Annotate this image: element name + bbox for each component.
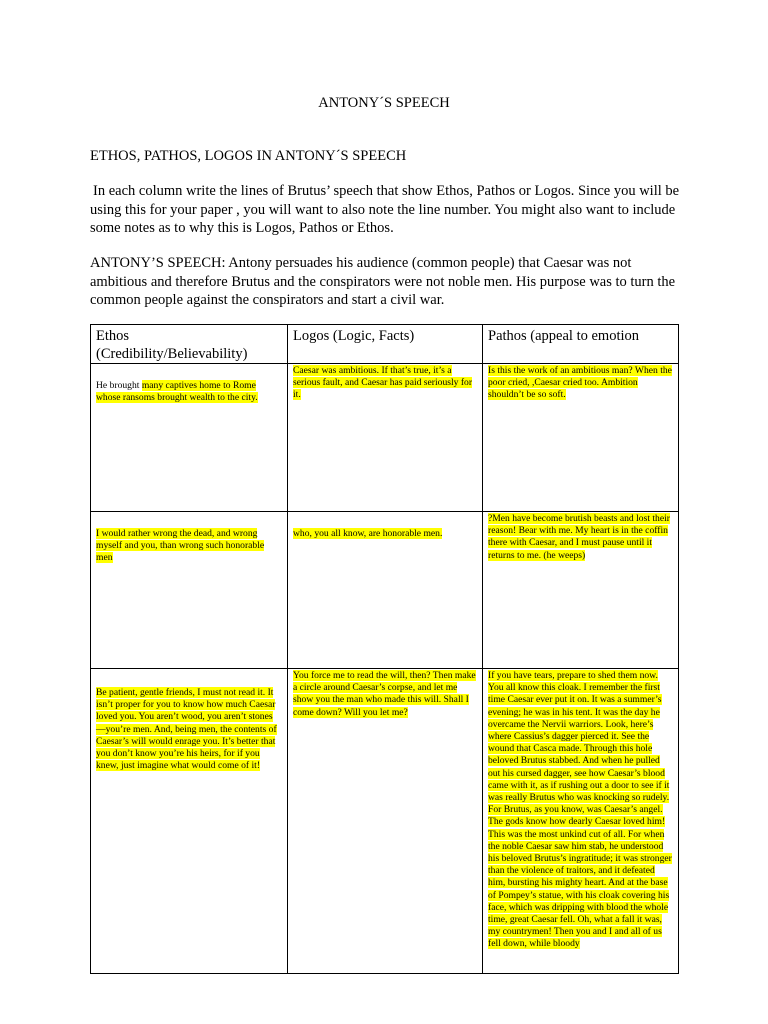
logos-cell bbox=[288, 669, 483, 974]
table-row bbox=[91, 512, 679, 669]
ethos-plain-text: He brought bbox=[96, 380, 142, 391]
summary-paragraph: ANTONY’S SPEECH: Antony persuades his audience (common people) that Caesar was not ambitious and therefore Brutus and the conspirators were not noble men. His purpose was to turn the common people against the conspirators and start a civil war. bbox=[90, 255, 676, 308]
ethos-header: Ethos (Credibility/Believability) bbox=[91, 325, 288, 364]
ethos-cell bbox=[91, 669, 288, 974]
pathos-header: Pathos (appeal to emotion bbox=[483, 325, 679, 364]
instructions-paragraph: In each column write the lines of Brutus’ speech that show Ethos, Pathos or Logos. Since you will be using this for your paper , you will want to also note the line number. You might also want to include some notes as to why this is Logos, Pathos or Ethos. bbox=[90, 183, 680, 236]
ethos-cell bbox=[91, 364, 288, 512]
pathos-cell bbox=[483, 512, 679, 669]
table-header-row bbox=[91, 325, 679, 364]
pathos-highlight: Is this the work of an ambitious man? When the poor cried, ,Caesar cried too. Ambition shouldn’t be so soft. bbox=[488, 365, 672, 401]
ethos-highlight: I would rather wrong the dead, and wrong myself and you, than wrong such honorable men bbox=[96, 528, 265, 564]
pathos-cell bbox=[483, 364, 679, 512]
logos-highlight: Caesar was ambitious. If that’s true, it’s a serious fault, and Caesar has paid seriously for it. bbox=[293, 365, 473, 401]
logos-cell bbox=[288, 512, 483, 669]
rhetoric-table bbox=[90, 324, 679, 974]
logos-highlight: You force me to read the will, then? Then make a circle around Caesar’s corpse, and let me show you the man who made this will. Shall I come down? Will you let me? bbox=[293, 670, 476, 718]
pathos-highlight: If you have tears, prepare to shed them now. You all know this cloak. I remember the first time Caesar ever put it on. It was a summer’s evening; he was in his tent. It was the day he overcame the Nervii warriors. Look, here’s where Cassius’s dagger pierced it. See the wound that Casca made. Through this hole beloved Brutus stabbed. And when he pulled out his cursed dagger, see how Caesar’s blood came with it, as if rushing out a door to see if it was really Brutus who was knocking so rudely. For Brutus, as you know, was Caesar’s angel. The gods know how dearly Caesar loved him! This was the most unkind cut of all. For when the noble Caesar saw him stab, he understood his beloved Brutus’s ingratitude; it was stronger than the violence of traitors, and it defeated him, bursting his mighty heart. And at the base of Pompey’s statue, with his cloak covering his face, which was dripping with blood the whole time, great Caesar fell. Oh, what a fall it was, my countrymen! Then you and I and all of us fell down, while bloody bbox=[488, 670, 672, 950]
ethos-highlight: many captives home to Rome whose ransoms brought wealth to the city. bbox=[96, 380, 258, 404]
table-row bbox=[91, 364, 679, 512]
pathos-highlight: ?Men have become brutish beasts and lost their reason! Bear with me. My heart is in the coffin there with Caesar, and I must pause until it returns to me. (he weeps) bbox=[488, 513, 670, 561]
pathos-cell bbox=[483, 669, 679, 974]
logos-cell bbox=[288, 364, 483, 512]
ethos-highlight: Be patient, gentle friends, I must not read it. It isn’t proper for you to know how much Caesar loved you. You aren’t wood, you aren’t stones—you’re men. And, being men, the contents of Caesar’s will would enrage you. It’s better that you don’t know you’re his heirs, for if you knew, just imagine what would come of it! bbox=[96, 687, 277, 772]
logos-highlight: who, you all know, are honorable men. bbox=[293, 528, 443, 539]
section-heading: ETHOS, PATHOS, LOGOS IN ANTONY´S SPEECH bbox=[90, 148, 407, 164]
logos-header: Logos (Logic, Facts) bbox=[288, 325, 483, 364]
table-row bbox=[91, 669, 679, 974]
page-title: ANTONY´S SPEECH bbox=[318, 95, 450, 111]
ethos-cell bbox=[91, 512, 288, 669]
